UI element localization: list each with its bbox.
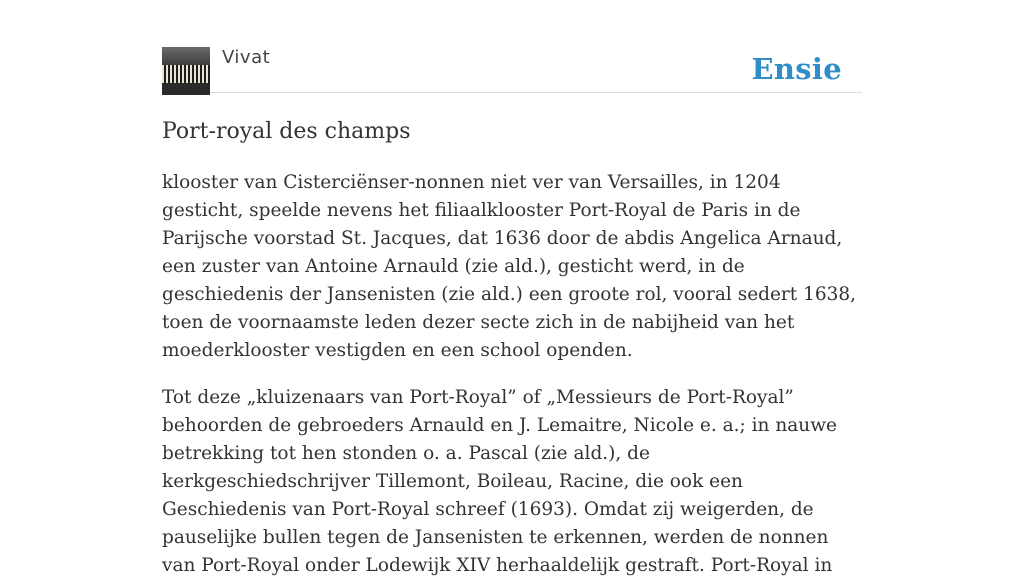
page xyxy=(162,0,862,580)
article-paragraph-2: Tot deze „kluizenaars van Port-Royal” of „Messieurs de Port-Royal” behoorden de gebroeders Arnauld en J. Lemaitre, Nicole e. a.; in nauwe betrekking tot hen stonden o. a. Pascal (zie ald.), de kerkgeschiedschrijver Tillemont, Boileau, Racine, die ook een Geschiedenis van Port-Royal schreef (1693). Omdat zij weigerden, de pauselijke bullen tegen de Jansenisten te erkennen, werden de nonnen van Port-Royal onder Lodewijk XIV herhaaldelijk gestraft. Port-Royal in xyxy=(162,387,837,576)
article-title: Port-royal des champs xyxy=(162,119,411,144)
avatar-top xyxy=(162,47,210,65)
header xyxy=(162,0,862,93)
article-paragraph-1: klooster van Cisterciënser-nonnen niet ver van Versailles, in 1204 gesticht, speelde nevens het filiaalklooster Port-Royal de Paris in de Parijsche voorstad St. Jacques, dat 1636 door de abdis Angelica Arnaud, een zuster van Antoine Arnauld (zie ald.), gesticht werd, in de geschiedenis der Jansenisten (zie ald.) een groote rol, vooral sedert 1638, toen de voornaamste leden dezer secte zich in de nabijheid van het moederklooster vestigden en een school openden. xyxy=(162,172,857,361)
avatar[interactable] xyxy=(162,47,210,95)
author-name[interactable]: Vivat xyxy=(222,47,271,68)
avatar-pattern xyxy=(162,65,210,83)
brand-logo[interactable]: Ensie xyxy=(751,52,842,86)
avatar-bottom xyxy=(162,83,210,95)
